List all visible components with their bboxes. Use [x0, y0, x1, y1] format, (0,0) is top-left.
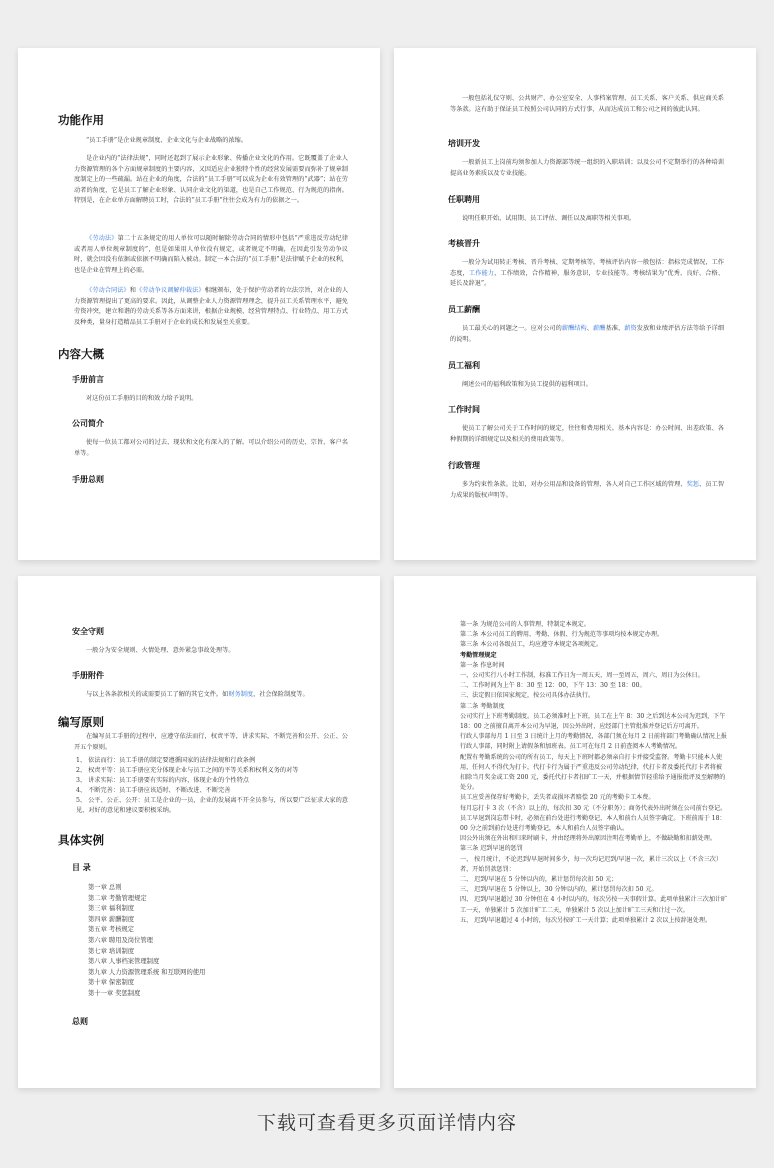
regulation-line: 因公外出须在外出和归来时刷卡，并由经理将外出原因注明在考勤单上，不做缺勤和扣薪处理。	[460, 835, 716, 843]
link-salary[interactable]: 薪酬	[593, 325, 606, 332]
heading-principle: 编写原则	[58, 715, 104, 729]
principle-list	[76, 756, 350, 816]
regulation-line: 一、公司实行八小时工作制，标准工作日为一周五天，周一至周五，周六、周日为公休日。	[460, 672, 704, 680]
regulation-line: 三、 迟到/早退在 5 分钟以上，30 分钟以内的，累计惩罚每次扣 50 元。	[460, 886, 658, 894]
document-page-1	[18, 48, 380, 560]
paragraph: 是企业内的“法律法规”，同时还起到了展示企业形象、传播企业文化的作用。它既覆盖了企业人力资源管理的各个方面规章制度的主要内容，又因适应企业独特个性的经营发展需要而弥补了规章制度制定上的一些疏漏。站在企业的角度，合法的“员工手册”可以成为企业有效管理的“武器”；站在劳动者的角度，它是员工了解企业形象、认同企业文化的渠道，也是自己工作规范、行为规范的指南。特别是，在企业单方面解聘员工时，合法的“员工手册”往往会成为有力的依据之一。	[74, 155, 348, 205]
heading-examples: 具体实例	[58, 833, 104, 847]
toc-item[interactable]: 第四章 薪酬制度	[88, 915, 135, 923]
heading-toc: 目 录	[72, 863, 91, 872]
link-reward[interactable]: 奖惩	[686, 481, 700, 488]
heading-company: 公司简介	[72, 419, 104, 428]
principle-item: 3、 讲求实际：员工手册要有实际的内容，体现企业的个性特点	[76, 777, 249, 784]
paragraph: 《劳动法》第二十五条规定的用人单位可以随时解除劳动合同的情形中包括“严重违反劳动纪律或者用人单位规章制度的”，但是如果用人单位没有规定，或者规定不明确，在因此引发劳动争议时，就会因没有依据或依据不明确而陷入被动。制定一本合法的“员工手册”是法律赋予企业的权利，也是企业在管理上的必需。	[74, 235, 349, 274]
toc-item[interactable]: 第八章 人事档案管理制度	[88, 958, 160, 966]
toc-item[interactable]: 第二章 考勤管理规定	[88, 894, 147, 902]
regulation-line: 第二条 考勤制度	[460, 702, 505, 710]
toc-item[interactable]: 第十章 保密制度	[88, 979, 135, 987]
paragraph: “员工手册”是企业规章制度、企业文化与企业战略的浓缩。	[86, 137, 248, 144]
regulation-line: 五、 迟到/早退超过 4 小时的，每次另按旷工一天计算；此项单独累计 2 次以上按辞退处理。	[460, 916, 712, 924]
heading-welfare: 员工福利	[448, 361, 480, 370]
heading-general-2: 总则	[72, 1017, 88, 1026]
regulation-line: 员工应妥善保存好考勤卡，丢失者或损坏者赔偿 20 元的考勤卡工本费。	[460, 794, 655, 802]
paragraph: 使每一位员工都对公司的过去、现状和文化有深入的了解。可以介绍公司的历史、宗旨、客户名单等。	[74, 439, 348, 457]
principle-item: 5、 公平、公正、公开：员工是企业的一员，企业的发展离不开全员参与，所以要广泛征求大家的意见，对好的意见和建议要积极采纳。	[76, 797, 348, 814]
heading-appendix: 手册附件	[72, 671, 104, 680]
link-pay[interactable]: 薪资	[624, 325, 637, 332]
paragraph: 阐述公司的福利政策和为员工提供的福利项目。	[462, 381, 592, 388]
heading-admin: 行政管理	[448, 461, 480, 470]
regulation-line: 第一条 作息时间	[460, 661, 505, 669]
toc-item[interactable]: 第一章 总则	[88, 884, 122, 891]
link-labor-law[interactable]: 《劳动法》	[86, 235, 118, 242]
heading-hiring: 任职聘用	[448, 195, 480, 204]
toc-item[interactable]: 第七章 培训制度	[88, 947, 135, 955]
principle-item: 4、 不断完善：员工手册应该适时、不断改进、不断完善	[76, 787, 231, 794]
toc-item[interactable]: 第三章 福利制度	[88, 905, 135, 913]
regulation-line: 第三条 本公司各级员工，均应遵守本规定各项规定。	[460, 641, 603, 649]
regulation-line: 员工早退到岗忘带卡时，必须在前台处进行考勤登记，本人和前台人员签字确定。下班前需于 18：00 分之前到前台处进行考勤登记，本人和前台人员签字确认。	[460, 814, 726, 833]
heading-worktime: 工作时间	[448, 405, 480, 414]
link-contract-law[interactable]: 《劳动合同法》	[86, 287, 130, 294]
heading-salary: 员工薪酬	[448, 305, 480, 314]
paragraph: 在编写员工手册的过程中，应遵守依法而行，权责平等，讲求实际，不断完善和公开、公正、公开五个原则。	[74, 733, 348, 751]
regulation-line: 第二条 本公司员工的聘用、考勤、休假、行为规范等事项均按本规定办理。	[460, 631, 664, 639]
paragraph: 一般分为试用转正考核、晋升考核、定期考核等。考核评估内容一般包括：指标完成情况，工作态度，工作能力，工作绩效，合作精神，服务意识，专业技能等。考核结果为“优秀、良好、合格、延长及辞退”。	[450, 259, 725, 288]
paragraph: 《劳动合同法》和《劳动争议调解仲裁法》相继颁布，处于保护劳动者的立法宗旨，对企业的人力资源管理提出了更高的要求。因此，从调整企业人力资源管理理念，提升员工关系管理水平，避免劳资冲突，建立和谐的劳动关系等各方面来讲，根据企业规模、经营管理特点、行业特点、用工方式及种类，量身打造精品员工手册对于企业的成长和发展至关重要。	[74, 287, 349, 326]
heading-assess: 考核晋升	[448, 239, 480, 248]
regulation-line: 每月忘打卡 3 次（不含）以上的，每次扣 30 元（不分职务）；商务代表外出时须在公司前台登记。	[460, 804, 727, 812]
heading-function: 功能作用	[58, 113, 104, 127]
paragraph: 多为约束性条款。比如，对办公用品和设备的管理、各人对自己工作区域的管理、奖惩、员工智力成果的版权声明等。	[450, 481, 725, 499]
heading-safety: 安全守则	[72, 627, 104, 636]
link-finance[interactable]: 财务制度	[228, 691, 254, 698]
paragraph: 与以上各条款相关的或需要员工了解的其它文件。如财务制度，社会保险制度等。	[86, 691, 309, 698]
regulation-line: 配置有考勤系统的公司的所有员工，每天上下班时都必须亲自打卡并接受监督。考勤卡只能本人使用，任何人不得代为打卡，代打卡行为属于严重违反公司劳动纪律，代打卡者及委托代打卡者将被扣除当月奖金或工资 200 元，委托代打卡者扣旷工一天，并根据情节轻重给予通报批评及至解聘的处分。	[460, 753, 726, 792]
document-page-4	[394, 576, 756, 1088]
paragraph: 一般新员工上岗前均须参加人力资源部等统一组织的入职培训；以及公司不定期举行的各种培训提高业务素质以及专业技能。	[450, 159, 724, 177]
link-arbitration-law[interactable]: 《劳动争议调解仲裁法》	[135, 287, 205, 294]
paragraph: 一般分为安全规则、火情处理、意外紧急事故处理等。	[86, 647, 235, 654]
document-page-3	[18, 576, 380, 1088]
toc-item[interactable]: 第十一章 奖惩制度	[88, 990, 141, 997]
paragraph: 对这份员工手册的目的和效力给予说明。	[86, 395, 198, 402]
paragraph: 一般包括礼仪守则、公共财产、办公室安全、人事档案管理、员工关系、客户关系、供应商关系等条款。这有助于保证员工按照公司认同的方式行事，从而达成员工和公司之间的彼此认同。	[450, 95, 724, 113]
regulation-line: 公司实行上下班考勤制度。员工必须准时上下班，员工在上午 8：30 之后到达本公司为迟到，下午 18：00 之前擅自离开本公司为早退，因公外出时，应经部门主管批准并登记后方可离开。	[460, 712, 726, 731]
link-salary-structure[interactable]: 薪酬结构	[561, 325, 587, 332]
regulation-text	[460, 620, 728, 926]
regulation-line: 第一条 为规范公司的人事管理，特制定本规定。	[460, 621, 590, 628]
regulation-line: 二、工作时间为上午 8：30 至 12：00，下午 13：30 至 18：00。	[460, 682, 646, 690]
heading-training: 培训开发	[448, 139, 480, 148]
toc-item[interactable]: 第五章 考核规定	[88, 926, 135, 934]
regulation-line: 考勤管理规定	[460, 651, 497, 659]
regulation-line: 第三条 迟到早退的惩罚	[460, 845, 523, 853]
regulation-line: 四、 迟到/早退超过 30 分钟但在 4 小时以内的，每次另按一天事假计算。此项单独累计三次加计旷工一天，单独累计 5 次加计旷工二天，单独累计 5 次以上加计旷工三天和计过一次。	[460, 896, 728, 914]
link-work-ability[interactable]: 工作能力	[468, 269, 495, 277]
heading-content: 内容大概	[58, 347, 104, 361]
paragraph: 使员工了解公司关于工作时间的规定，往往和费用相关。基本内容是：办公时间、出差政策、各种假期的详细规定以及相关的费用政策等。	[450, 425, 724, 443]
regulation-line: 三、法定假日依国家规定，按公司具体办法执行。	[460, 692, 595, 700]
heading-general: 手册总则	[72, 475, 104, 484]
regulation-line: 二、 迟到/早退在 5 分钟以内的，累计惩罚每次扣 50 元；	[460, 876, 618, 884]
download-caption[interactable]: 下载可查看更多页面详情内容	[256, 1112, 517, 1134]
toc-item[interactable]: 第六章 聘用及岗位管理	[88, 937, 153, 944]
regulation-line: 一、 按月统计，不论迟到/早退时间多少，每一次均记迟到/早退一次，累计三次以上（不含三次）者，开始罚款惩罚：	[460, 855, 722, 873]
paragraph: 员工最关心的问题之一。应对公司的薪酬结构、薪酬基准、薪资发放和业绩评估方法等给予详细的说明。	[450, 325, 725, 343]
toc-item[interactable]: 第九章 人力资源管理系统 和互联网的使用	[88, 968, 206, 976]
document-page-2	[394, 48, 756, 560]
regulation-line: 行政人事部每月 1 日至 3 日统计上月的考勤情况，各部门须在每月 2 日前将部门考勤确认情况上报行政人事部，同时附上请假条和加班表。员工可在每月 2 日前查阅本人考勤情况。	[460, 733, 728, 751]
principle-item: 1、 依法而行：员工手册的制定要遵循国家的法律法规和行政条例	[76, 757, 256, 764]
heading-preface: 手册前言	[72, 375, 104, 384]
paragraph: 说明任职开始、试用期、员工评估、调任以及离职等相关事项。	[462, 215, 636, 222]
principle-item: 2、 权责平等：员工手册应充分体现企业与员工之间的平等关系和权利义务的对等	[76, 767, 299, 774]
